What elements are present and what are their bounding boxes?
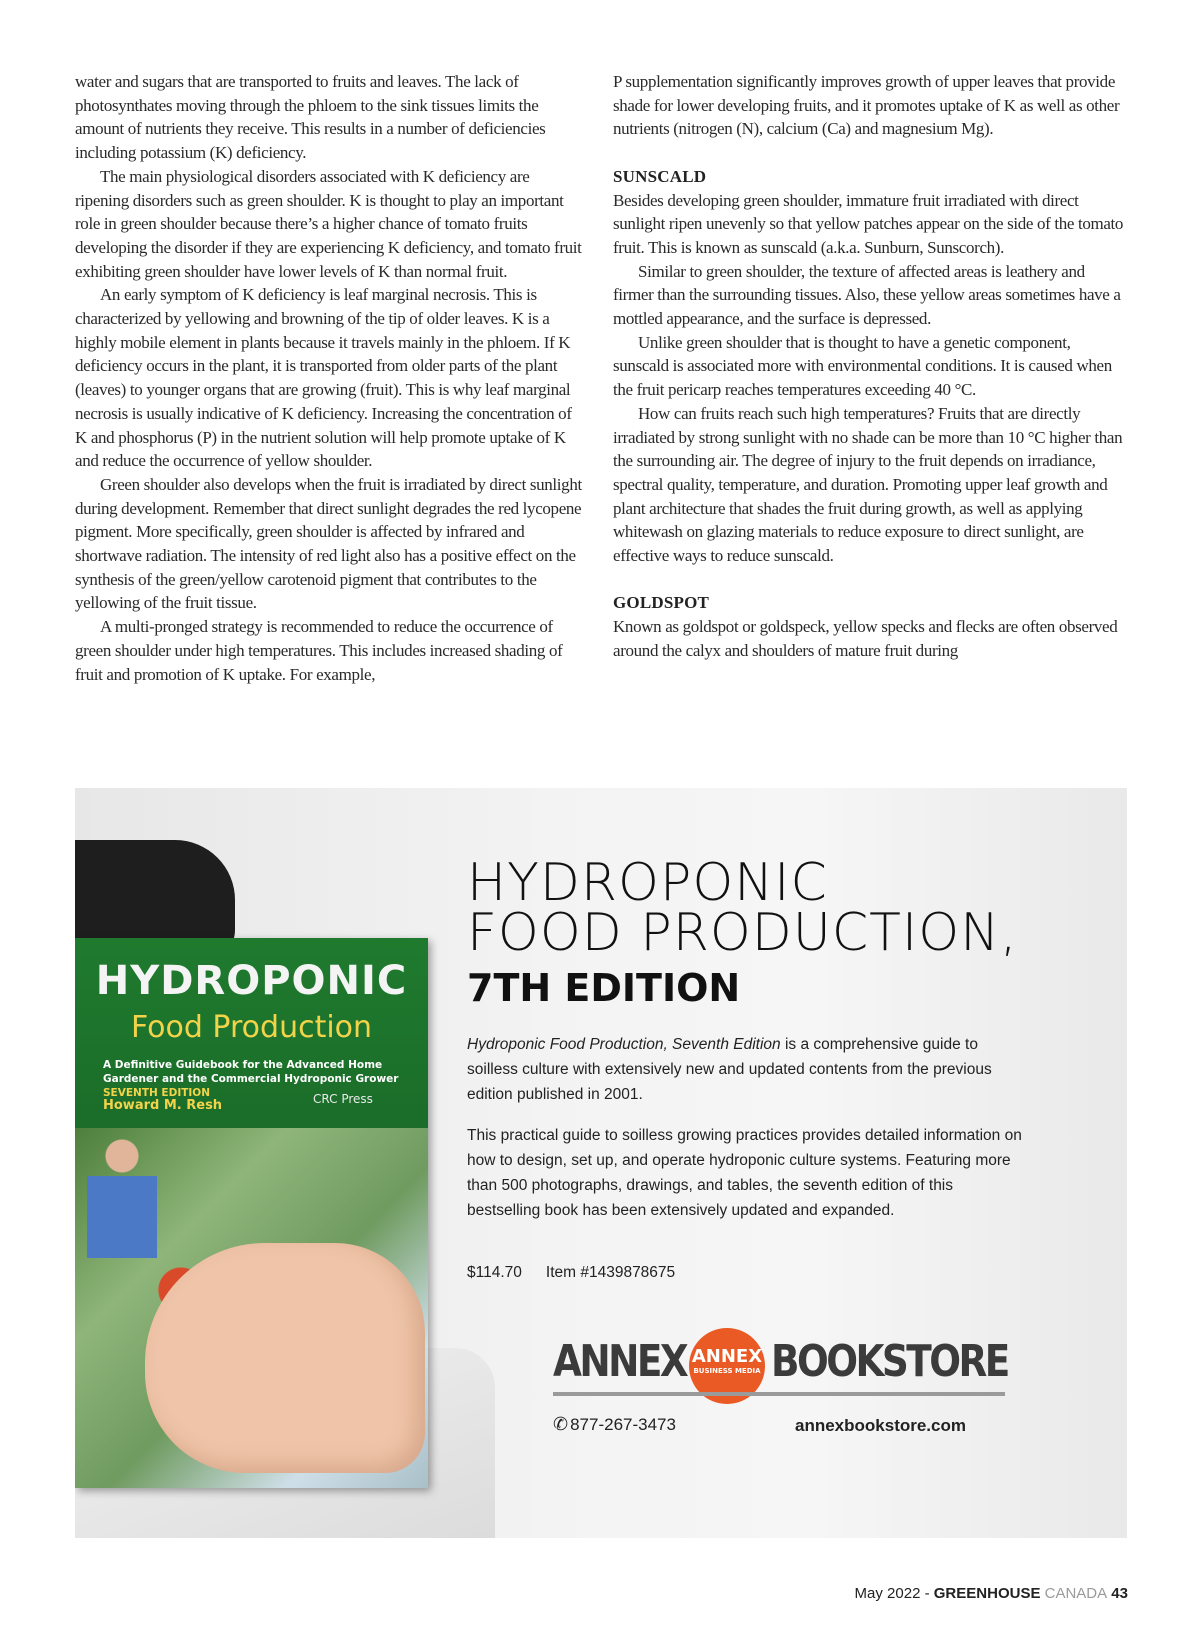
right-column <box>613 70 1128 663</box>
paragraph: An early symptom of K deficiency is leaf marginal necrosis. This is characterized by yellowing and browning of the tip of older leaves. K is a highly mobile element in plants because it travels mainly in the phloem. If K deficiency occurs in the plant, it is transported from older parts of the plant (leaves) to younger organs that are growing (fruit). This is why leaf marginal necrosis is usually indicative of K deficiency. Increasing the concentration of K and phosphorus (P) in the nutrient solution will help promote uptake of K and reduce the occurrence of yellow shoulder. <box>75 285 572 471</box>
paragraph: Similar to green shoulder, the texture of affected areas is leathery and firmer than the surrounding tissues. Also, these yellow areas sometimes have a mottled appearance, and the surface is depressed. <box>613 261 1121 329</box>
paragraph: Known as goldspot or goldspeck, yellow specks and flecks are often observed around the calyx and shoulders of mature fruit during <box>613 617 1118 660</box>
item-number: Item #1439878675 <box>545 1264 676 1281</box>
price: $114.70 <box>467 1264 522 1281</box>
paragraph: A multi-pronged strategy is recommended to reduce the occurrence of green shoulder under high temperatures. This includes increased shading of fruit and promotion of K uptake. For example, <box>75 617 563 684</box>
author-photo <box>87 1138 157 1258</box>
book-title: HYDROPONIC <box>95 958 408 1004</box>
page-footer: May 2022 - GREENHOUSE CANADA 43 <box>854 1585 1128 1602</box>
hand-holding-book <box>145 1243 425 1473</box>
paragraph: Unlike green shoulder that is thought to have a genetic component, sunscald is associated more with environmental conditions. It is caused when the fruit pericarp reaches temperatures exceeding 40 °C. <box>613 332 1112 400</box>
page-number: 43 <box>1107 1585 1128 1602</box>
ad-description-2: This practical guide to soilless growing practices provides detailed information on how to design, set up, and operate hydroponic culture systems. Featuring more than 500 photographs, drawings, and tables, the seventh edition of this bestselling book has been extensively updated and expanded. <box>467 1127 1022 1219</box>
paragraph: P supplementation significantly improves growth of upper leaves that provide shade for lower developing fruits, and it promotes uptake of K as well as other nutrients (nitrogen (N), calcium (Ca) and magnesium Mg). <box>613 72 1120 139</box>
book-author: Howard M. Resh <box>103 1098 223 1113</box>
book-tagline: A Definitive Guidebook for the Advanced Home Gardener and the Commercial Hydroponic Grower SEVENTH EDITION <box>103 1059 399 1099</box>
website-link[interactable]: annexbookstore.com <box>795 1416 966 1435</box>
annex-bookstore-logo[interactable]: ANNEX ANNEX BUSINESS MEDIA BOOKSTORE <box>553 1336 1005 1406</box>
paragraph: Green shoulder also develops when the fruit is irradiated by direct sunlight during development. Remember that direct sunlight degrades the red lycopene pigment. More specifically, green shoulder is affected by infrared and shortwave radiation. The intensity of red light also has a positive effect on the synthesis of the green/yellow carotenoid pigment that contributes to the yellowing of the fruit tissue. <box>75 474 582 613</box>
ad-description-1: Hydroponic Food Production, Seventh Edition is a comprehensive guide to soilless culture with extensively new and updated contents from the previous edition published in 2001. <box>467 1036 992 1103</box>
ad-edition: 7TH EDITION <box>467 966 741 1010</box>
paragraph: water and sugars that are transported to fruits and leaves. The lack of photosynthates moving through the phloem to the sink tissues limits the amount of nutrients they receive. This results in a number of deficiencies including potassium (K) deficiency. <box>75 72 546 163</box>
annex-business-media-badge: ANNEX BUSINESS MEDIA <box>689 1328 765 1404</box>
book-publisher: CRC Press <box>313 1092 373 1106</box>
section-heading-goldspot: GOLDSPOT <box>613 593 710 613</box>
phone-number[interactable]: ✆ 877-267-3473 <box>553 1414 676 1434</box>
bookstore-advertisement[interactable] <box>75 788 1127 1538</box>
price-line <box>467 1264 675 1282</box>
phone-icon: ✆ <box>553 1414 569 1434</box>
book-subtitle-title: Food Production <box>130 1010 373 1045</box>
left-column <box>75 70 585 686</box>
paragraph: How can fruits reach such high temperatures? Fruits that are directly irradiated by strong sunlight with no shade can be more than 10 °C higher than the surrounding air. The degree of injury to the fruit depends on irradiance, spectral quality, temperature, and duration. Promoting upper leaf growth and plant architecture that shades the fruit during growth, as well as applying whitewash on glazing materials to reduce exposure to direct sunlight, are effective ways to reduce sunscald. <box>613 403 1123 566</box>
ad-headline: HYDROPONIC FOOD PRODUCTION, <box>467 853 1018 963</box>
paragraph: The main physiological disorders associated with K deficiency are ripening disorders such as green shoulder. K is thought to play an important role in green shoulder because there’s a higher chance of tomato fruits developing the disorder if they are experiencing K deficiency, and tomato fruit exhibiting green shoulder have lower levels of K than normal fruit. <box>75 166 582 281</box>
section-heading-sunscald: SUNSCALD <box>613 166 707 186</box>
paragraph: Besides developing green shoulder, immature fruit irradiated with direct sunlight ripen unevenly so that yellow patches appear on the side of the tomato fruit. This is known as sunscald (a.k.a. Sunburn, Sunscorch). <box>613 190 1124 257</box>
